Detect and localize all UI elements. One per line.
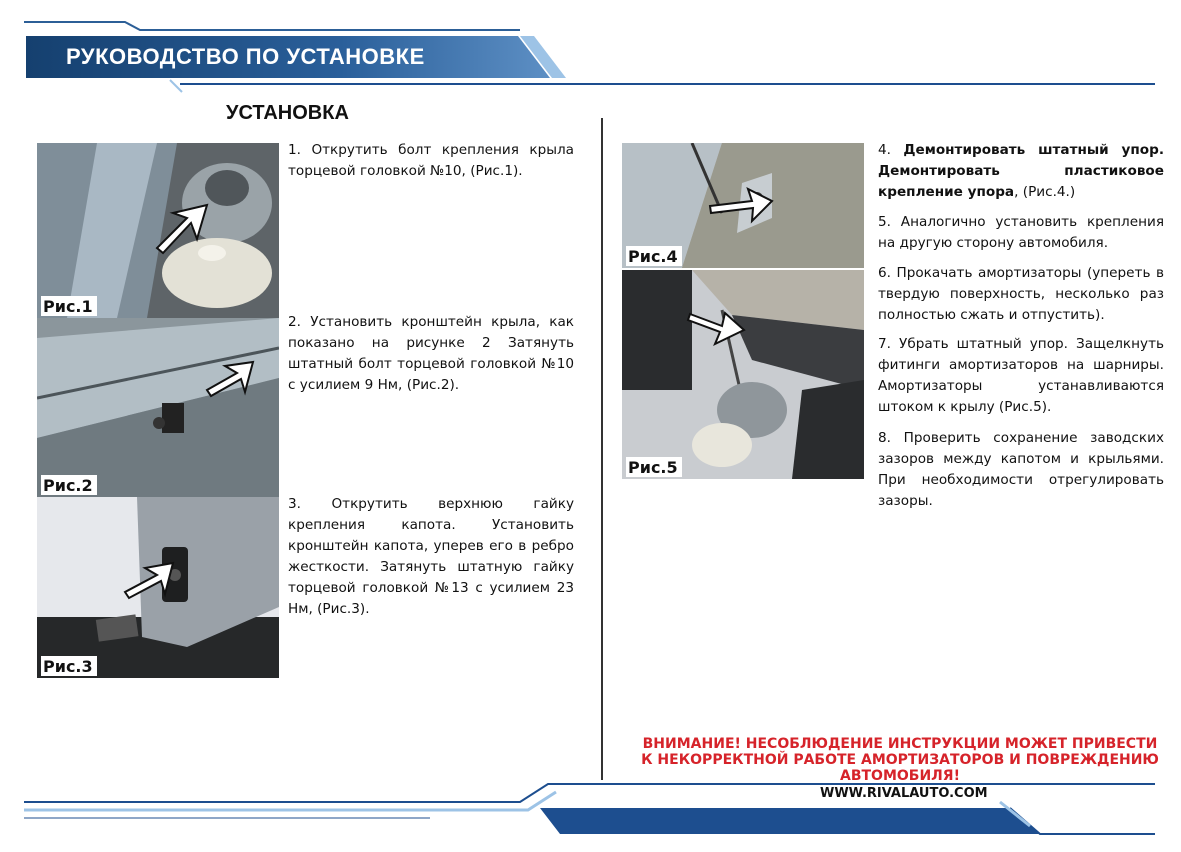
page-header-title: РУКОВОДСТВО ПО УСТАНОВКЕ (66, 44, 425, 69)
step-2: 2. Установить кронштейн крыла, как показано на рисунке 2 Затянуть штатный болт торцевой головкой №10 с усилием 9 Нм, (Рис.2). (288, 314, 574, 393)
column-divider (601, 118, 603, 780)
step-5: 5. Аналогично установить крепления на другую сторону автомобиля. (878, 214, 1164, 251)
step-8: 8. Проверить сохранение заводских зазоров между капотом и крыльями. При необходимости отрегулировать зазоры. (878, 430, 1164, 509)
figure-1-photo (37, 143, 279, 318)
figure-3-photo (37, 497, 279, 678)
step-4-ref: , (Рис.4.) (1014, 184, 1076, 200)
figure-5-label: Рис.5 (626, 457, 682, 477)
figure-2-label: Рис.2 (41, 475, 97, 495)
figure-2-photo (37, 318, 279, 497)
figure-1-label: Рис.1 (41, 296, 97, 316)
warning-notice: ВНИМАНИЕ! НЕСОБЛЮДЕНИЕ ИНСТРУКЦИИ МОЖЕТ ПРИВЕСТИ К НЕКОРРЕКТНОЙ РАБОТЕ АМОРТИЗАТОРОВ И ПОВРЕЖДЕНИЮ АВТОМОБИЛЯ! (641, 736, 1159, 784)
website-link[interactable]: WWW.RIVALAUTO.COM (820, 786, 988, 801)
figure-4-label: Рис.4 (626, 246, 682, 266)
figure-3-label: Рис.3 (41, 656, 97, 676)
step-4-number: 4. (878, 142, 904, 158)
step-7: 7. Убрать штатный упор. Защелкнуть фитинги амортизаторов на шарниры. Амортизаторы устанавливаются штоком к крылу (Рис.5). (878, 336, 1164, 415)
figure-5-photo (622, 270, 864, 479)
step-1: 1. Открутить болт крепления крыла торцевой головкой №10, (Рис.1). (288, 142, 574, 179)
step-6: 6. Прокачать амортизаторы (упереть в твердую поверхность, несколько раз полностью сжать и отпустить). (878, 265, 1164, 323)
section-title: УСТАНОВКА (226, 102, 349, 124)
step-4-bold-text: Демонтировать штатный упор. Демонтировать пластиковое крепление упора (878, 142, 1164, 200)
step-4 (878, 140, 1164, 203)
figure-4-photo (622, 143, 864, 268)
step-3: 3. Открутить верхнюю гайку крепления капота. Установить кронштейн капота, уперев его в ребро жесткости. Затянуть штатную гайку торцевой головкой №13 с усилием 23 Нм, (Рис.3). (288, 496, 574, 617)
footer-banner (0, 780, 1181, 840)
